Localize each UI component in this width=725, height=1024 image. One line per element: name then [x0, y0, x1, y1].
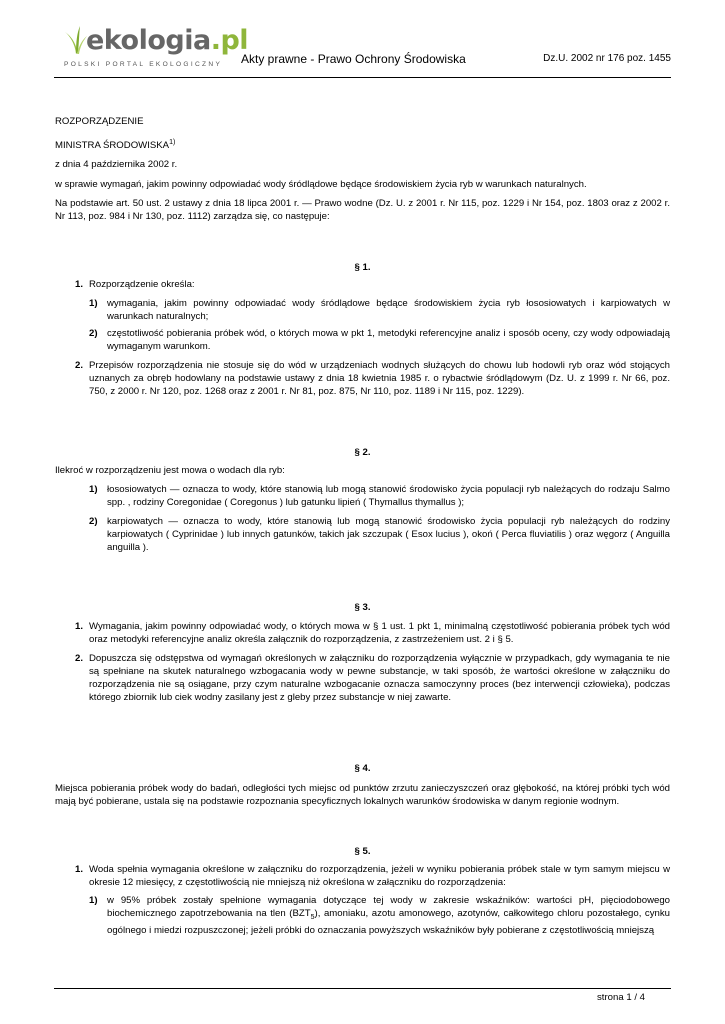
header-divider	[54, 77, 671, 78]
s2-item-2-num: 2)	[89, 516, 98, 527]
s3-item-2	[55, 652, 670, 704]
s5-item-1-num: 1.	[75, 864, 84, 875]
logo-suffix: .pl	[210, 25, 249, 56]
s5-item-1-1	[55, 894, 670, 936]
issuer-footnote: 1)	[169, 139, 176, 146]
doc-subject: w sprawie wymagań, jakim powinny odpowiadać wody śródlądowe będące środowiskiem życia ryb w warunkach naturalnych.	[55, 179, 587, 190]
doc-issuer	[55, 136, 670, 152]
doc-legal-basis: Na podstawie art. 50 ust. 2 ustawy z dnia 18 lipca 2001 r. — Prawo wodne (Dz. U. z 2001 r. Nr 115, poz. 1229 i Nr 154, poz. 1803 oraz z 2002 r. Nr 113, poz. 984 i Nr 130, poz. 1112) zarządza się, co następuje:	[55, 198, 670, 222]
logo-main: ekologia	[86, 25, 211, 56]
section-3-heading: § 3.	[354, 602, 371, 613]
logo-tagline: POLSKI PORTAL EKOLOGICZNY	[64, 61, 223, 68]
s1-item-2-text: Przepisów rozporządzenia nie stosuje się do wód w urządzeniach wodnych służących do chowu lub hodowli ryb oraz wód stojących uznanych za obręb hodowlany na podstawie ustawy z dnia 18 kwietnia 1985 r. o rybactwie śródlądowym (Dz. U. z 1999 r. Nr 66, poz. 750, z 2000 r. Nr 120, poz. 1268 oraz z 2001 r. Nr 81, poz. 875, Nr 110, poz. 1189 i Nr 115, poz. 1229).	[89, 360, 670, 397]
s2-item-1-num: 1)	[89, 484, 98, 495]
s1-item-1-2-num: 2)	[89, 328, 98, 339]
s1-item-1-text: Rozporządzenie określa:	[89, 279, 195, 290]
s1-item-1-1-text: wymagania, jakim powinny odpowiadać wody śródlądowe będące środowiskiem życia ryb łososiowatych i karpiowatych w warunkach naturalnych;	[107, 298, 670, 322]
s1-item-2	[55, 359, 670, 398]
s5-item-1-1-text-a: w 95% próbek zostały spełnione wymagania dotyczące tej wody w zakresie wskaźników: wartości pH, pięciodobowego biochemicznego zapotrzebowania na tlen (BZT	[107, 895, 670, 919]
s1-item-1-num: 1.	[75, 279, 84, 290]
grass-icon	[64, 24, 88, 54]
section-5-heading: § 5.	[354, 846, 371, 857]
s2-item-2-text: karpiowatych — oznacza to wody, które stanowią lub mogą stanowić środowisko życia populacji ryb należących do rodziny karpiowatych ( Cyprinidae ) lub innych gatunków, takich jak szczupak ( Esox lucius ), okoń ( Perca fluviatilis ) oraz węgorz ( Anguilla anguilla ).	[107, 516, 670, 553]
s4-text: Miejsca pobierania próbek wody do badań, odległości tych miejsc od punktów zrzutu zanieczyszczeń oraz głębokość, na której próbki tych wód mają być pobierane, ustala się na podstawie rozpoznania specyficznych lokalnych warunków środowiska w danym regionie wodnym.	[55, 783, 670, 807]
page-number: strona 1 / 4	[597, 992, 645, 1003]
s1-item-1-1	[55, 297, 670, 323]
s5-item-1-1-text	[107, 894, 670, 937]
footer-divider	[54, 988, 671, 989]
section-1-heading: § 1.	[354, 262, 371, 273]
section-4-heading: § 4.	[354, 763, 371, 774]
doc-type: ROZPORZĄDZENIE	[55, 116, 144, 127]
s2-item-1-text: łososiowatych — oznacza to wody, które stanowią lub mogą stanowić środowisko życia populacji ryb należących do rodzaju Salmo spp. , rodziny Coregonidae ( Coregonus ) lub gatunku lipień ( Thymallus thymallus );	[107, 484, 670, 508]
s3-item-2-num: 2.	[75, 653, 84, 664]
s5-item-1	[55, 863, 670, 889]
s1-item-1-2	[55, 327, 670, 353]
s1-item-1-1-num: 1)	[89, 298, 98, 309]
s2-intro: Ilekroć w rozporządzeniu jest mowa o wodach dla ryb:	[55, 465, 285, 476]
s3-item-1-num: 1.	[75, 621, 84, 632]
s3-item-1	[55, 620, 670, 646]
s3-item-1-text: Wymagania, jakim powinny odpowiadać wody, o których mowa w § 1 ust. 1 pkt 1, minimalną częstotliwość pobierania próbek tych wód oraz metodyki referencyjne analiz określa załącznik do rozporządzenia, z zastrzeżeniem ust. 2 i § 5.	[89, 621, 670, 645]
header-title: Akty prawne - Prawo Ochrony Środowiska	[241, 52, 466, 66]
s5-item-1-1-text-b: ), amoniaku, azotu amonowego, azotynów, całkowitego chloru pozostałego, cynku ogólnego i miedzi rozpuszczonej; jeżeli próbki do oznaczania powyższych wskaźników były pobierane z częstotliwością mniejszą	[107, 908, 670, 936]
s1-item-2-num: 2.	[75, 360, 84, 371]
s1-item-1	[55, 278, 670, 291]
s5-item-1-1-num: 1)	[89, 895, 98, 906]
logo[interactable]	[64, 24, 249, 72]
s1-item-1-2-text: częstotliwość pobierania próbek wód, o których mowa w pkt 1, metodyki referencyjne analiz i sposób oceny, czy wody odpowiadają wymaganym warunkom.	[107, 328, 670, 352]
s5-item-1-text: Woda spełnia wymagania określone w załączniku do rozporządzenia, jeżeli w wyniku pobierania próbek stale w tym samym miejscu w okresie 12 miesięcy, z częstotliwością nie mniejszą niż określona w załączniku do rozporządzenia:	[89, 864, 670, 888]
bzt-subscript: 5	[310, 913, 315, 921]
s2-item-1	[55, 483, 670, 509]
section-2-heading: § 2.	[354, 447, 371, 458]
s2-item-2	[55, 515, 670, 554]
logo-wordmark	[86, 24, 248, 58]
header-reference: Dz.U. 2002 nr 176 poz. 1455	[543, 53, 671, 64]
doc-date: z dnia 4 października 2002 r.	[55, 159, 178, 170]
issuer-text: MINISTRA ŚRODOWISKA	[55, 140, 170, 152]
s3-item-2-text: Dopuszcza się odstępstwa od wymagań określonych w załączniku do rozporządzenia wyłącznie w przypadkach, gdy wymagania te nie są spełniane na skutek naturalnego wzbogacania wody w pewne substancje, w taki sposób, że wartości określone w załączniku do rozporządzenia nie są osiągane, przy czym naturalne wzbogacanie oznacza samoczynny proces (bez interwencji człowieka), podczas którego zbiornik lub ciek wodny zasilany jest z gleby przez substancje w niej zawarte.	[89, 653, 670, 703]
page-header	[54, 20, 671, 74]
